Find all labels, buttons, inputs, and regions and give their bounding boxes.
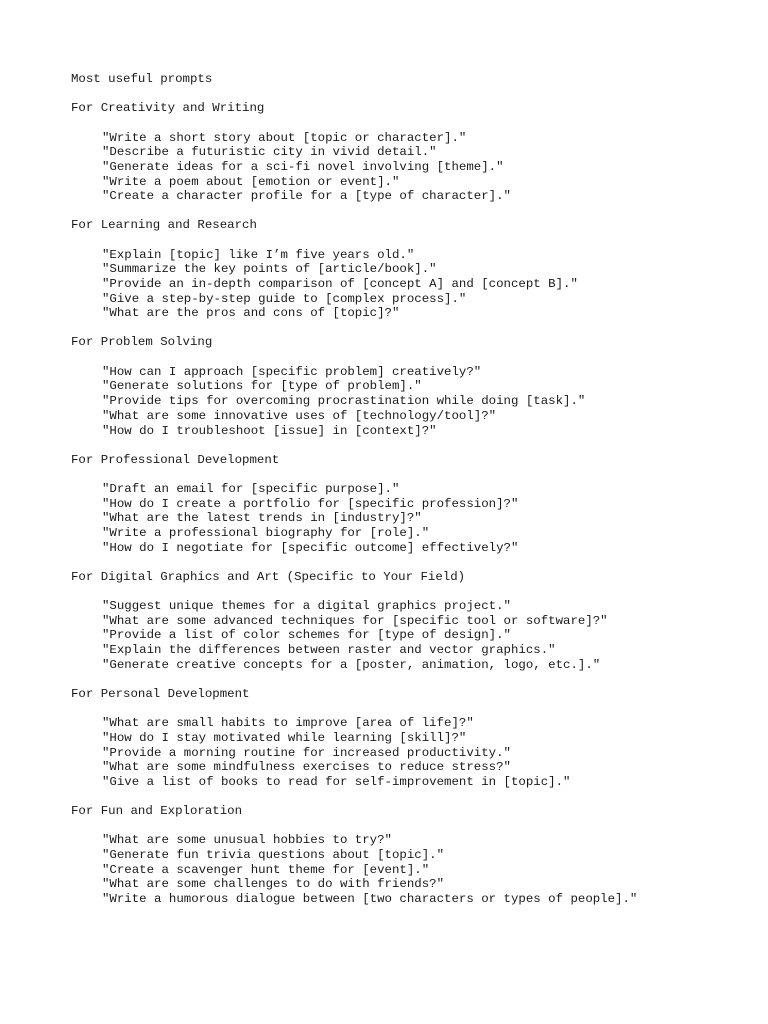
prompt-item: "Write a professional biography for [role]." xyxy=(102,525,430,540)
prompt-item: "What are some challenges to do with friends?" xyxy=(102,877,445,892)
prompt-item: "What are some innovative uses of [technology/tool]?" xyxy=(102,408,497,423)
prompt-item: "Provide a list of color schemes for [type of design]." xyxy=(102,628,511,643)
prompt-list xyxy=(71,833,751,906)
prompt-list xyxy=(71,716,751,789)
prompt-item: "What are some advanced techniques for [specific tool or software]?" xyxy=(102,613,608,628)
prompt-item: "What are some mindfulness exercises to reduce stress?" xyxy=(102,760,511,775)
document-title: Most useful prompts xyxy=(71,72,213,86)
prompt-item: "Generate fun trivia questions about [topic]." xyxy=(102,847,445,862)
prompt-item: "How can I approach [specific problem] creatively?" xyxy=(102,364,482,379)
prompt-item: "Describe a futuristic city in vivid detail." xyxy=(102,145,437,160)
prompt-list xyxy=(71,248,751,321)
section-fun-exploration xyxy=(71,804,751,907)
prompt-item: "What are the latest trends in [industry]?" xyxy=(102,511,422,526)
section-heading: For Personal Development xyxy=(71,686,250,701)
prompt-item: "Summarize the key points of [article/book]." xyxy=(102,262,437,277)
prompt-item: "Provide tips for overcoming procrastination while doing [task]." xyxy=(102,394,586,409)
prompt-item: "Write a short story about [topic or character]." xyxy=(102,130,467,145)
prompt-item: "Draft an email for [specific purpose]." xyxy=(102,481,400,496)
prompt-item: "How do I stay motivated while learning [skill]?" xyxy=(102,730,467,745)
section-personal-development xyxy=(71,687,751,790)
section-heading: For Fun and Exploration xyxy=(71,803,243,818)
prompt-list xyxy=(71,482,751,555)
prompt-item: "Give a list of books to read for self-improvement in [topic]." xyxy=(102,774,571,789)
prompt-item: "Generate creative concepts for a [poster, animation, logo, etc.]." xyxy=(102,657,601,672)
prompt-item: "What are small habits to improve [area of life]?" xyxy=(102,716,474,731)
prompt-item: "How do I troubleshoot [issue] in [context]?" xyxy=(102,423,437,438)
prompt-item: "How do I negotiate for [specific outcome] effectively?" xyxy=(102,540,519,555)
section-problem-solving xyxy=(71,335,751,438)
prompt-item: "Suggest unique themes for a digital graphics project." xyxy=(102,599,511,613)
prompt-item: "Explain the differences between raster and vector graphics." xyxy=(102,643,556,658)
prompt-item: "Generate solutions for [type of problem]." xyxy=(102,379,422,394)
prompt-item: "What are the pros and cons of [topic]?" xyxy=(102,306,400,321)
prompt-item: "Provide a morning routine for increased productivity." xyxy=(102,745,511,760)
prompt-list xyxy=(71,131,751,204)
section-heading: For Problem Solving xyxy=(71,335,213,350)
prompt-item: "Write a humorous dialogue between [two characters or types of people]." xyxy=(102,892,638,906)
document-body xyxy=(71,72,751,921)
prompt-item: "How do I create a portfolio for [specific profession]?" xyxy=(102,496,519,511)
prompt-item: "Create a character profile for a [type of character]." xyxy=(102,189,511,204)
section-digital-graphics-art xyxy=(71,570,751,673)
prompt-item: "Generate ideas for a sci-fi novel involving [theme]." xyxy=(102,159,504,174)
section-professional-development xyxy=(71,453,751,556)
prompt-item: "Provide an in-depth comparison of [concept A] and [concept B]." xyxy=(102,277,578,291)
prompt-item: "Explain [topic] like I’m five years old." xyxy=(102,247,415,262)
prompt-item: "What are some unusual hobbies to try?" xyxy=(102,833,392,848)
section-heading: For Creativity and Writing xyxy=(71,101,265,116)
prompt-item: "Write a poem about [emotion or event]." xyxy=(102,174,400,189)
section-heading: For Professional Development xyxy=(71,452,280,467)
section-heading: For Learning and Research xyxy=(71,218,257,233)
prompt-list xyxy=(71,365,751,438)
prompt-item: "Create a scavenger hunt theme for [event]." xyxy=(102,862,430,877)
section-creativity-writing xyxy=(71,101,751,204)
prompt-item: "Give a step-by-step guide to [complex process]." xyxy=(102,291,467,306)
section-learning-research xyxy=(71,218,751,321)
section-heading: For Digital Graphics and Art (Specific to Your Field) xyxy=(71,569,466,584)
prompt-list xyxy=(71,599,751,672)
